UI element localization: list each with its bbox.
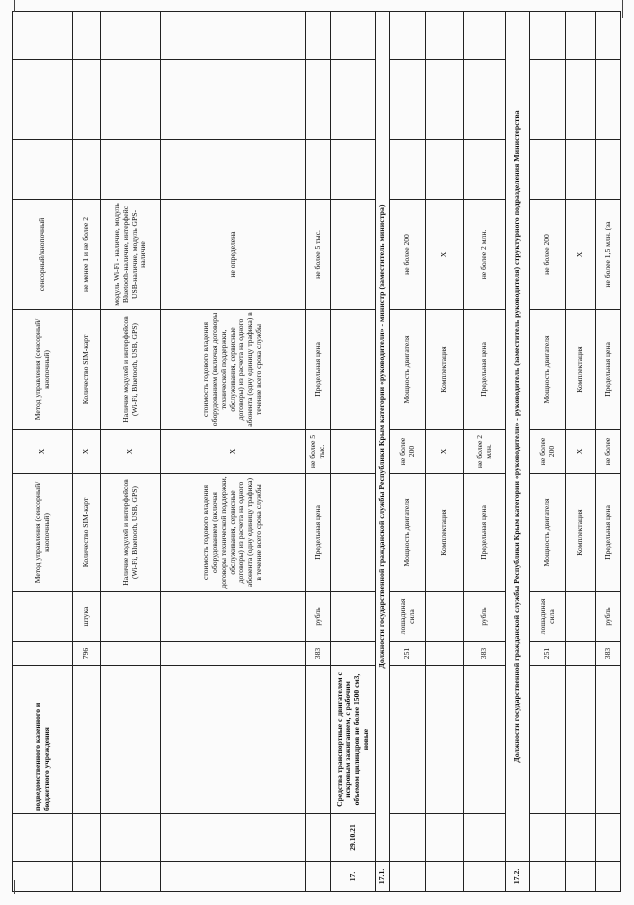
row-s171-price [464,12,506,892]
requirements-table [12,11,621,892]
modules-limit: X [101,430,161,474]
row-s171-kit [426,12,464,892]
s172-power-name: Мощность двигателя [530,474,566,592]
item17-num: 17. [331,862,376,892]
price-code: 383 [306,642,331,666]
s172-price-name: Предельная цена [596,474,621,592]
s172-kit-name: Комплектация [566,474,596,592]
price-limit: не более 5 тыс. [306,430,331,474]
sim-value: не менее 1 и не более 2 [73,200,101,310]
sim-code: 796 [73,642,101,666]
s171-price-value: не более 2 млн. [464,200,506,310]
org-text: подведомственного казенного и бюджетного учреждения [13,666,73,814]
row-price [306,12,331,892]
s172-price-code: 383 [596,642,621,666]
s171-power-name: Мощность двигателя [390,474,426,592]
row-s171-power [390,12,426,892]
s171-kit-name-2: Комплектация [426,310,464,430]
cost-value: не определена [161,200,306,310]
s172-power-code: 251 [530,642,566,666]
s172-price-value: не более 1,5 млн. (за [596,200,621,310]
cost-name-2: стоимость годового владения оборудованием (включая договоры технической поддержки, обслуживания, сервисные договоры) из расчета на одного абонента (одну единицу трафика) в течение всего срока службы [161,310,306,430]
s171-power-unit: лошадиная сила [390,592,426,642]
s171-price-name-2: Предельная цена [464,310,506,430]
s172-power-name-2: Мощность двигателя [530,310,566,430]
method-value: сенсорный/кнопочный [13,200,73,310]
row-cost [161,12,306,892]
scan-edge-mark-bottom [14,880,15,894]
price-name-2: Предельная цена [306,310,331,430]
s171-kit-name: Комплектация [426,474,464,592]
row-top: подведомственного казенного и бюджетного учреждения Метод управления (сенсорный/кнопочный) X Метод управления (сенсорный/кнопочный) сенсорный/кнопочный [13,12,73,892]
row-modules [101,12,161,892]
rotated-table-container [12,12,620,892]
s172-price-limit: не более [596,430,621,474]
item17-okpd: 29.10.21 [331,814,376,862]
s171-num: 17.1. [376,862,390,892]
item17-name: Средства транспортные с двигателем с искровым зажиганием, с рабочим объемом цилиндров не более 1500 см3, новые [331,666,376,814]
s172-title: Должности государственной гражданской службы Республики Крым категории «руководители» - руководитель (заместитель руководителя) структурного подразделения Министерства [506,12,530,862]
row-s172-price [596,12,621,892]
s171-price-name: Предельная цена [464,474,506,592]
modules-value: модуль Wi-Fi - наличие, модуль Bluetooth-наличие, интерфейс USB-наличие, модуль GPS-наличие [101,200,161,310]
row-s172-power [530,12,566,892]
s172-power-value: не более 200 [530,200,566,310]
price-value: не более 5 тыс. [306,200,331,310]
cost-name: стоимость годового владения оборудованием (включая договоры технической поддержки, обслуживания, сервисные договоры) из расчета на одного абонента (одну единицу трафика) в течение всего срока службы [161,474,306,592]
price-unit: рубль [306,592,331,642]
s171-power-code: 251 [390,642,426,666]
s171-price-limit: не более 2 млн. [464,430,506,474]
modules-name-2: Наличие модулей и интерфейсов (Wi-Fi, Bluetooth, USB, GPS) [101,310,161,430]
row-s172-kit [566,12,596,892]
price-name: Предельная цена [306,474,331,592]
sim-limit: X [73,430,101,474]
sim-name: Количество SIM-карт [73,474,101,592]
s172-kit-name-2: Комплектация [566,310,596,430]
row-item17 [331,12,376,892]
s172-price-name-2: Предельная цена [596,310,621,430]
s171-title: Должности государственной гражданской службы Республики Крым категории «руководители» - министр (заместитель министра) [376,12,390,862]
s172-price-unit: рубль [596,592,621,642]
method-name-2: Метод управления (сенсорный/кнопочный) [13,310,73,430]
s172-power-unit: лошадиная сила [530,592,566,642]
row-s172-title [506,12,530,892]
s171-kit-limit: X [426,430,464,474]
row-sim [73,12,101,892]
modules-name: Наличие модулей и интерфейсов (Wi-Fi, Bluetooth, USB, GPS) [101,474,161,592]
s171-power-value: не более 200 [390,200,426,310]
s172-power-limit: не более 200 [530,430,566,474]
s171-price-unit: рубль [464,592,506,642]
s172-num: 17.2. [506,862,530,892]
row-s171-title [376,12,390,892]
scan-edge-mark-top [14,0,15,12]
s171-power-name-2: Мощность двигателя [390,310,426,430]
cost-limit: X [161,430,306,474]
sim-unit: штука [73,592,101,642]
s171-price-code: 383 [464,642,506,666]
method-name: Метод управления (сенсорный/кнопочный) [13,474,73,592]
s172-kit-limit: X [566,430,596,474]
s172-kit-value: X [566,200,596,310]
scan-edge-mark-right [622,0,623,18]
sim-name-2: Количество SIM-карт [73,310,101,430]
s171-kit-value: X [426,200,464,310]
s171-power-limit: не более 200 [390,430,426,474]
